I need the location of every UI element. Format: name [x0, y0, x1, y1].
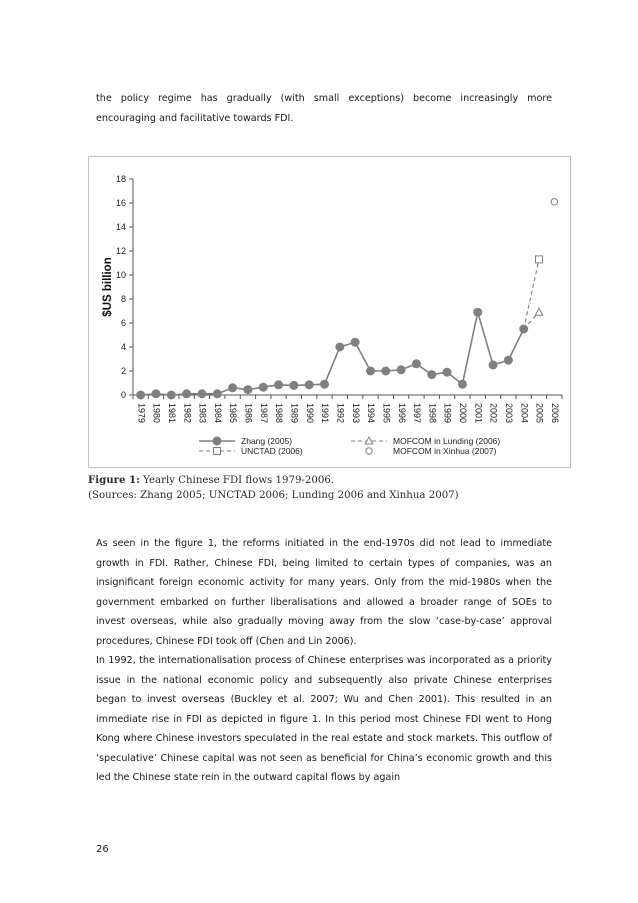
data-point	[397, 366, 405, 374]
data-point	[152, 390, 160, 398]
x-tick-label: 1996	[396, 403, 407, 424]
x-tick-label: 1998	[427, 403, 438, 424]
y-axis-title: $US billion	[102, 257, 114, 317]
figure-label: Figure 1:	[88, 474, 140, 486]
series-line-2	[524, 259, 539, 329]
data-point	[489, 361, 497, 369]
y-tick-label: 6	[120, 318, 126, 328]
x-tick-label: 2006	[549, 403, 560, 424]
x-tick-label: 1979	[136, 403, 147, 424]
figure-sources: (Sources: Zhang 2005; UNCTAD 2006; Lunding 2006 and Xinhua 2007)	[88, 490, 459, 501]
data-point	[137, 391, 145, 399]
y-tick-label: 18	[115, 174, 126, 184]
data-point	[167, 391, 175, 399]
data-point	[551, 199, 557, 205]
x-tick-label: 1989	[289, 403, 300, 424]
data-point	[504, 356, 512, 364]
legend-label: UNCTAD (2006)	[241, 446, 303, 456]
x-tick-label: 1985	[228, 403, 239, 424]
data-point	[366, 367, 374, 375]
x-tick-label: 2000	[458, 403, 469, 424]
legend-marker	[214, 448, 221, 455]
x-tick-label: 1990	[304, 403, 315, 424]
x-tick-label: 1981	[166, 403, 177, 424]
x-tick-label: 1991	[320, 403, 331, 424]
x-tick-label: 1999	[442, 403, 453, 424]
figure-title: Yearly Chinese FDI flows 1979-2006.	[143, 475, 335, 486]
x-tick-label: 1987	[258, 403, 269, 424]
x-tick-label: 2003	[504, 403, 514, 424]
data-point	[244, 386, 252, 394]
x-tick-label: 1992	[335, 403, 346, 424]
x-tick-label: 2004	[519, 403, 530, 424]
intro-paragraph: the policy regime has gradually (with small exceptions) become increasingly more encouraging and facilitative towards FDI.	[96, 93, 552, 124]
page-number: 26	[96, 844, 109, 855]
data-point	[336, 343, 344, 351]
x-tick-label: 1986	[243, 403, 254, 424]
fdi-line-chart	[89, 157, 572, 469]
data-point	[412, 360, 420, 368]
legend-label: MOFCOM in Xinhua (2007)	[393, 446, 497, 456]
data-point	[474, 308, 482, 316]
y-tick-label: 4	[120, 342, 126, 352]
y-tick-label: 2	[120, 366, 126, 376]
figure-caption	[88, 474, 588, 486]
y-tick-label: 10	[115, 270, 126, 280]
x-tick-label: 1982	[182, 403, 193, 424]
data-point	[535, 308, 543, 315]
x-tick-label: 1994	[366, 403, 377, 424]
x-tick-label: 1988	[274, 403, 285, 424]
data-point	[443, 368, 451, 376]
x-tick-label: 1993	[350, 403, 361, 424]
data-point	[259, 383, 267, 391]
y-tick-label: 14	[115, 222, 126, 232]
data-point	[321, 380, 329, 388]
data-point	[382, 367, 390, 375]
data-point	[183, 390, 191, 398]
body-paragraph-2: In 1992, the internationalisation process of Chinese enterprises was incorporated as a priority issue in the national economic policy and subsequently also private Chinese enterprises began to invest overseas (Buckley et al. 2007; Wu and Chen 2001). This resulted in an immediate rise in FDI as depicted in figure 1. In this period most Chinese FDI went to Hong Kong where Chinese investors speculated in the real estate and stock markets. This outflow of ‘speculative’ Chinese capital was not seen as beneficial for China’s economic growth and this led the Chinese state rein in the outward capital flows by again	[96, 655, 552, 783]
data-point	[536, 256, 543, 263]
x-tick-label: 2001	[473, 403, 484, 424]
y-tick-label: 12	[115, 246, 126, 256]
x-tick-label: 1983	[197, 403, 208, 424]
legend-marker	[213, 437, 221, 445]
data-point	[428, 371, 436, 379]
x-tick-label: 2002	[488, 403, 499, 424]
data-point	[229, 384, 237, 392]
data-point	[351, 338, 359, 346]
data-point	[213, 390, 221, 398]
y-tick-label: 16	[115, 198, 126, 208]
data-point	[458, 380, 466, 388]
y-tick-label: 0	[120, 390, 126, 400]
body-paragraph-1: As seen in the figure 1, the reforms initiated in the end-1970s did not lead to immediate growth in FDI. Rather, Chinese FDI, being limited to certain types of companies, was an insignificant foreign economic activity for many years. Only from the mid-1980s when the government embarked on further liberalisations and allowed a broader range of SOEs to invest overseas, while also gradually moving away from the slow ‘case-by-case’ approval procedures, Chinese FDI took off (Chen and Lin 2006).	[96, 538, 552, 647]
x-tick-label: 1980	[151, 403, 162, 424]
data-point	[275, 381, 283, 389]
x-tick-label: 2005	[534, 403, 545, 424]
data-point	[290, 381, 298, 389]
y-tick-label: 8	[120, 294, 126, 304]
x-tick-label: 1997	[412, 403, 423, 424]
data-point	[305, 381, 313, 389]
x-tick-label: 1995	[381, 403, 392, 424]
x-tick-label: 1984	[212, 403, 223, 424]
legend-label: MOFCOM in Lunding (2006)	[393, 436, 501, 446]
legend-label: Zhang (2005)	[241, 436, 293, 446]
legend-marker	[366, 448, 372, 454]
data-point	[198, 390, 206, 398]
figure-1-chart	[88, 156, 571, 468]
